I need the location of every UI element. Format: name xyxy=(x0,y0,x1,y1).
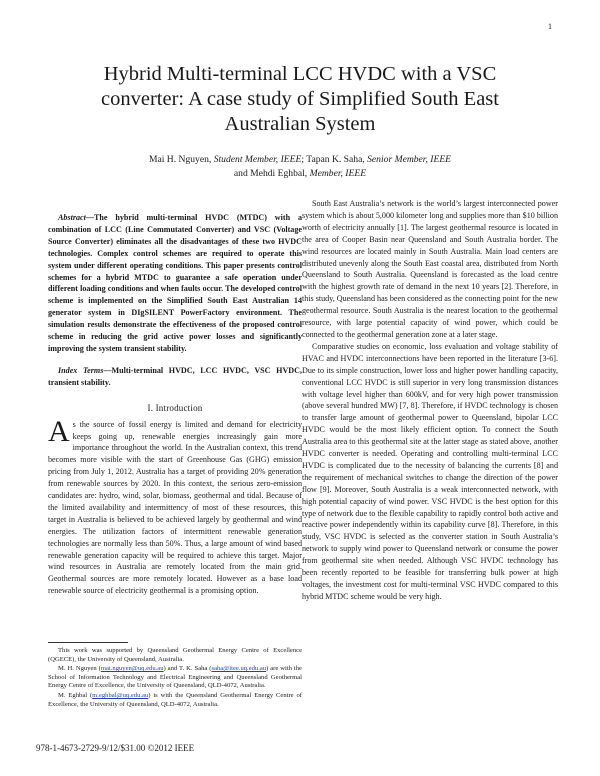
footnote-text: ) are with the School of Information Technology and Electrical Engineering and Queensland Geothermal Energy Centre of Excellence, the University of Queensland, QLD-4072, Australia. xyxy=(48,665,302,690)
left-column xyxy=(48,212,302,597)
index-terms xyxy=(48,365,302,389)
drop-cap: A xyxy=(48,414,70,448)
right-paragraph-2: Comparative studies on economic, loss evaluation and voltage stability of HVAC and HVDC interconnections have been reported in the literature [3-6]. Due to its simple construction, lower loss and higher power handling capacity, conventional LCC HVDC is still superior in very long transmission distances with voltage level higher than 600kV, and for very high power transmission (above several hundred MW) [7, 8]. Therefore, if HVDC technology is chosen to transfer large amount of geothermal power to Queensland, bipolar LCC HVDC would be the most likely efficient option. To connect the South Australia area to this geothermal site at the latter stage as stated above, another HVDC converter is needed. Operating and controlling multi-terminal LCC HVDC is complicated due to the necessity of balancing the currents [8] and the requirement of mechanical switches to change the direction of the power flow [9]. Moreover, South Australia is a weak interconnected network, with high potential capacity of wind power. VSC HVDC is the best option for this type of network due to the flexible capability to rapidly control both active and reactive power independently within its capability curve [8]. Therefore, in this study, VSC HVDC is selected as the converter station in South Australia’s network to supply wind power to Queensland network or consume the power from geothermal site when needed. Although VSC HVDC technology has been recently reported to be feasible for transferring bulk power at high voltages, the investment cost for multi-terminal VSC HVDC compared to this hybrid MTDC scheme would be very high. xyxy=(302,341,558,601)
author-2-name: ; Tapan K. Saha, xyxy=(301,154,368,165)
title-line-2: converter: A case study of Simplified South East xyxy=(101,88,499,110)
footnote-text: ) and T. K. Saha ( xyxy=(163,665,212,673)
footnote-funding: This work was supported by Queensland Geothermal Energy Centre of Excellence (QGECE), the University of Queensland, Australia. xyxy=(48,647,302,663)
footnote-authors-2 xyxy=(48,692,302,709)
footnote-text: ) is with the Queensland Geothermal Energy Centre of Excellence, the University of Queensland, QLD-4072, Australia. xyxy=(48,691,302,708)
author-3-role: Member, IEEE xyxy=(309,167,367,179)
abstract xyxy=(48,212,302,355)
abstract-text: —The hybrid multi-terminal HVDC (MTDC) with a combination of LCC (Line Commutated Converter) and VSC (Voltage Source Converter) eliminates all the disadvantages of these two HVDC technologies. Complex control schemes are required to operate this system under different operating conditions. This paper presents control schemes for a hybrid MTDC to guarantee a safe operation under different loading conditions and when faults occur. The developed control scheme is implemented on the Simplified South East Australian 14 generator system in DIgSILENT PowerFactory environment. The simulation results demonstrate the effectiveness of the proposed control scheme in reducing the grid active power losses and significantly improving the system transient stability. xyxy=(48,213,302,353)
index-terms-text: —Multi-terminal HVDC, LCC HVDC, VSC HVDC, transient stability. xyxy=(48,365,302,387)
title-line-1: Hybrid Multi-terminal LCC HVDC with a VSC xyxy=(103,63,497,85)
email-link-saha[interactable]: saha@itee.uq.edu.au xyxy=(211,665,267,673)
author-2-role: Senior Member, IEEE xyxy=(367,154,452,165)
abstract-label: Abstract xyxy=(58,213,86,222)
section-heading-introduction: I. Introduction xyxy=(147,402,203,413)
email-link-eghbal[interactable]: m.eghbal@uq.edu.au xyxy=(92,691,149,699)
title-line-3: Australian System xyxy=(224,113,376,135)
author-3-name: and Mehdi Eghbal, xyxy=(233,167,310,179)
paper-title xyxy=(40,62,560,137)
footnote-text: M. H. Nguyen ( xyxy=(58,665,101,673)
footnote-text: M. Eghbal ( xyxy=(58,691,93,699)
intro-paragraph-text: s the source of fossil energy is limited and demand for electricity keeps going up, renewable energies increasingly gain more importance throughout the world. In the Australian context, this trend becomes more visible with the start of Greenhouse Gas (GHG) emission pricing from July 1, 2012. Australia has a target of providing 20% generation from renewable sources by 2020. In this context, the serious zero-emission candidates are: hydro, wind, solar, biomass, geothermal and tidal. Because of the limited availability and intermittency of most of these resources, this target in Australia is believed to be achieved largely by geothermal and wind energies. The utilization factors of intermittent renewable generation technologies are normally less than 50%. Thus, a large amount of wind based renewable generation capacity will be required to achieve this target. Major wind resources in Australia are remotely located from the main grid. Geothermal sources are more remotely located. However as a base load renewable source of electricity geothermal is a promising option. xyxy=(48,419,302,596)
footnote-divider xyxy=(48,642,128,643)
author-block xyxy=(40,153,560,180)
index-terms-label: Index Terms xyxy=(58,365,104,375)
author-1-name: Mai H. Nguyen, xyxy=(148,154,214,165)
footnotes xyxy=(48,647,302,710)
footnote-authors-1 xyxy=(48,665,302,691)
author-1-role: Student Member, IEEE xyxy=(213,154,302,165)
right-column xyxy=(302,198,558,603)
email-link-nguyen[interactable]: mai.nguyen@uq.edu.au xyxy=(100,665,164,673)
copyright-notice: 978-1-4673-2729-9/12/$31.00 ©2012 IEEE xyxy=(36,743,195,753)
page-number: 1 xyxy=(548,22,552,31)
intro-paragraph xyxy=(48,414,302,598)
right-paragraph-1: South East Australia’s network is the world’s largest interconnected power system which is about 5,000 kilometer long and supplies more than $10 billion worth of electricity annually [1]. The largest geothermal resource is located in the area of Cooper Basin near Queensland and South Australia border. The wind resources are located mainly in South Australia. Main load centers are distributed unevenly along the South East coastal area, distributed from North Queensland to South Australia. Queensland is forecasted as the load centre with the highest growth rate of demand in the next 10 years [2]. Therefore, in this study, Queensland has been considered as the connecting point for the new geothermal resource. South Australia is the nearest location to the geothermal resource, with large potential capacity of wind power, which could be connected to the geothermal generation zone at a later stage. xyxy=(302,199,558,339)
